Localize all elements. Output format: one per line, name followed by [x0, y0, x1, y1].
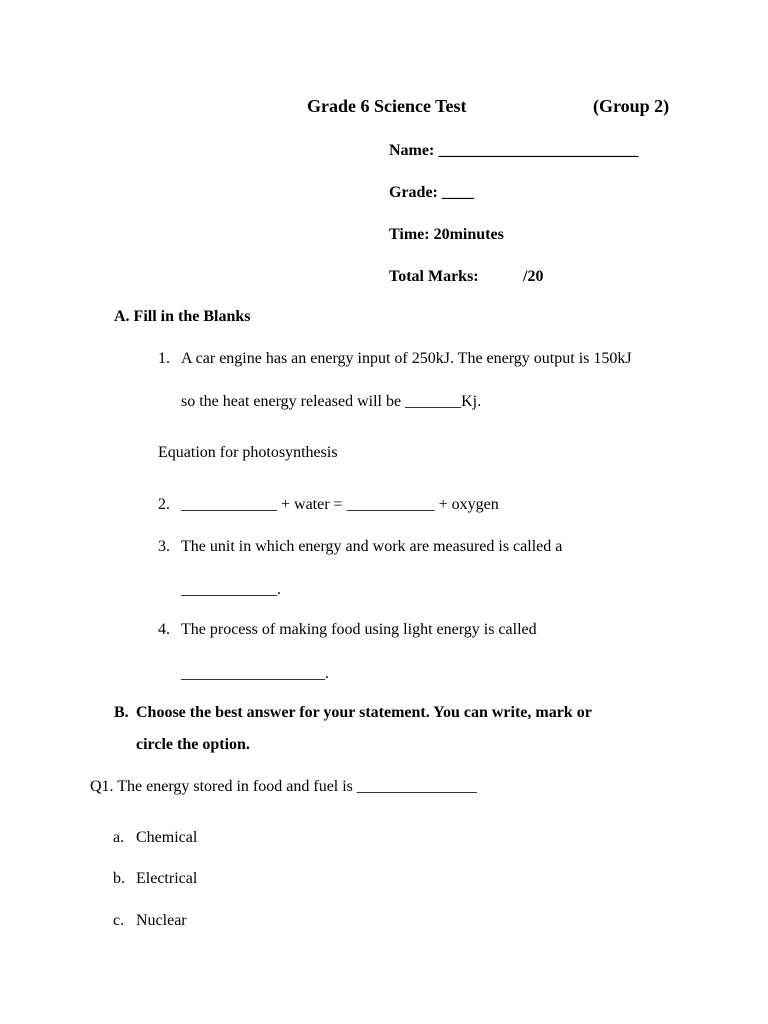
question-2-number: 2. [158, 496, 170, 513]
question-3-number: 3. [158, 538, 170, 555]
question-1-line-2: so the heat energy released will be _______Kj. [181, 393, 482, 410]
question-4-line-1: The process of making food using light energy is called [181, 621, 537, 638]
grade-field: Grade: ____ [389, 184, 474, 201]
photosynthesis-label: Equation for photosynthesis [158, 444, 338, 461]
option-letter: a. [113, 829, 125, 846]
option-chemical: Chemical [136, 829, 198, 846]
section-b-label: B. [114, 704, 129, 721]
question-1-line-1: A car engine has an energy input of 250kJ. The energy output is 150kJ [181, 350, 632, 367]
section-b-instruction-line-1: Choose the best answer for your statement. You can write, mark or [136, 704, 592, 721]
section-b-question-1: Q1. The energy stored in food and fuel is _______________ [90, 778, 477, 795]
test-title: Grade 6 Science Test [307, 96, 467, 116]
question-1-number: 1. [158, 350, 170, 367]
section-a-heading: A. Fill in the Blanks [114, 308, 251, 325]
option-letter: c. [113, 912, 125, 929]
option-electrical: Electrical [136, 870, 198, 887]
group-label: (Group 2) [593, 96, 670, 116]
total-marks-value: /20 [523, 268, 544, 285]
question-3-line-2: ____________. [181, 581, 281, 598]
option-letter: b. [113, 870, 125, 887]
total-marks-label: Total Marks: [389, 268, 479, 285]
time-field: Time: 20minutes [389, 226, 504, 243]
question-2-text: ____________ + water = ___________ + oxygen [181, 496, 499, 513]
question-4-line-2: __________________. [181, 665, 329, 682]
option-nuclear: Nuclear [136, 912, 187, 929]
name-field: Name: _________________________ [389, 142, 639, 159]
question-4-number: 4. [158, 621, 170, 638]
question-3-line-1: The unit in which energy and work are measured is called a [181, 538, 563, 555]
section-b-instruction-line-2: circle the option. [136, 736, 250, 753]
